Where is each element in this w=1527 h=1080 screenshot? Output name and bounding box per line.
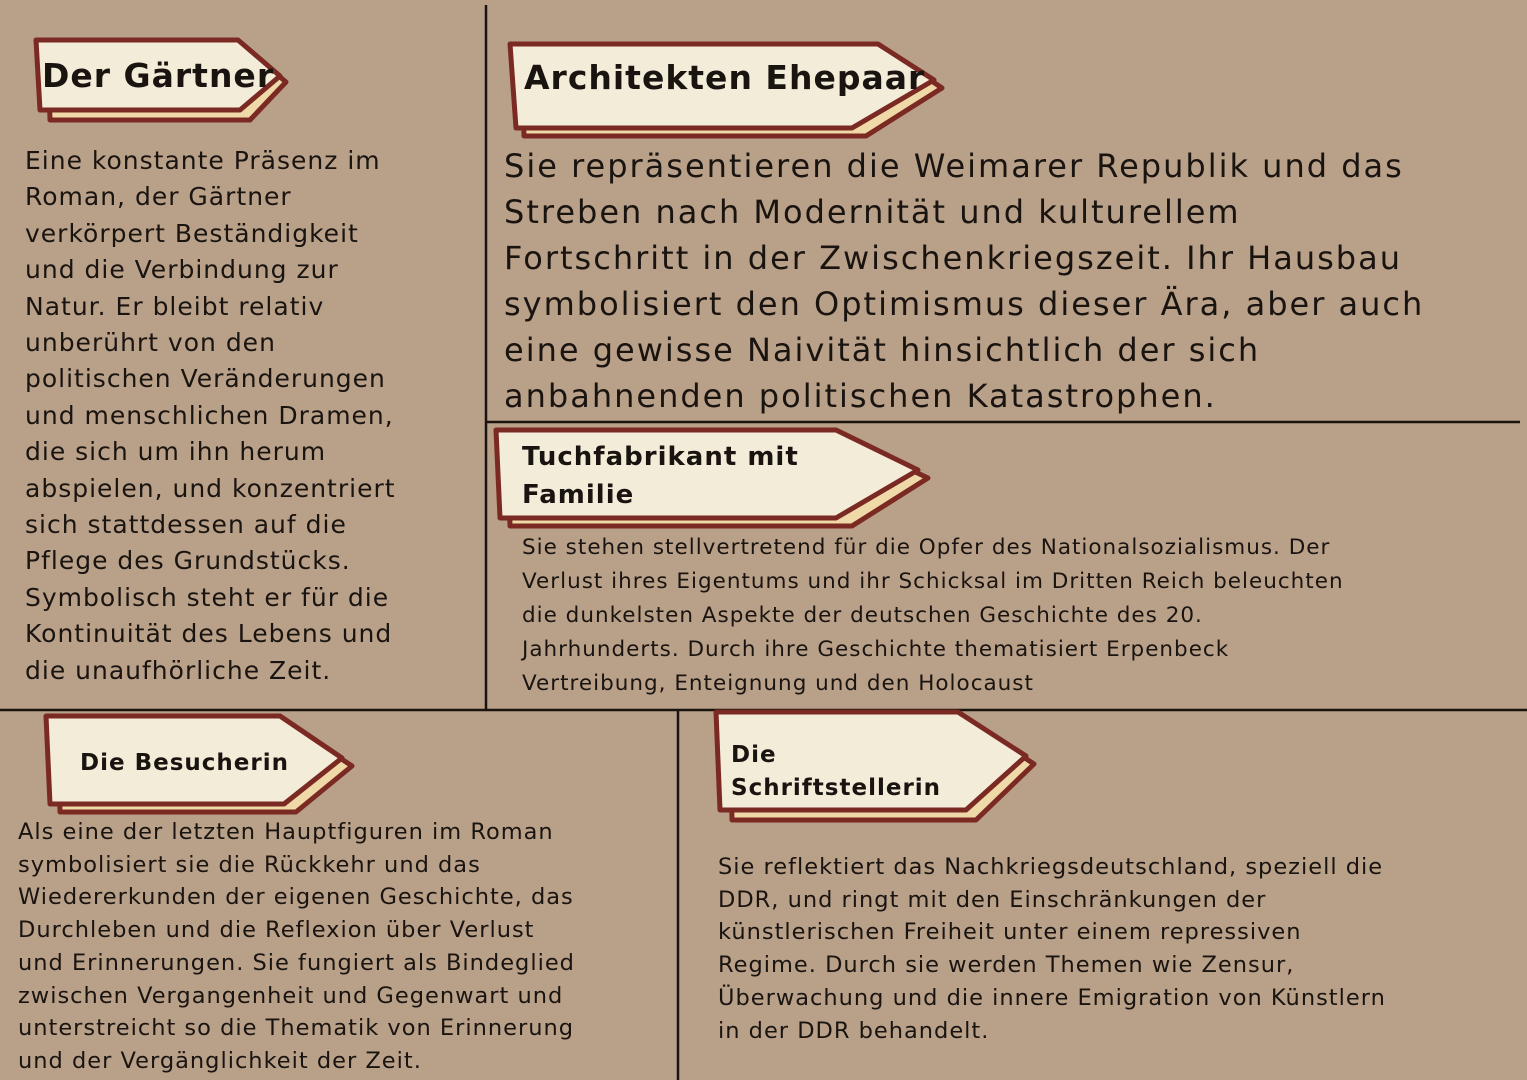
text-line: Tuchfabrikant mit: [522, 442, 799, 472]
text-line: anbahnenden politischen Katastrophen.: [504, 377, 1217, 415]
text-line: Kontinuität des Lebens und: [25, 619, 393, 649]
text-line: Streben nach Modernität und kulturellem: [504, 193, 1241, 231]
text-line: Schriftstellerin: [731, 775, 942, 801]
text-line: politischen Veränderungen: [25, 364, 386, 394]
text-line: Verlust ihres Eigentums und ihr Schicksal im Dritten Reich beleuchten: [522, 569, 1344, 594]
text-line: DDR, und ringt mit den Einschränkungen der: [718, 886, 1267, 913]
text-line: symbolisiert sie die Rückkehr und das: [18, 851, 481, 878]
gaertner-title: Der Gärtner: [42, 56, 275, 95]
text-line: sich stattdessen auf die: [25, 510, 347, 540]
text-line: Die: [731, 742, 777, 768]
text-line: Roman, der Gärtner: [25, 182, 292, 212]
text-line: Überwachung und die innere Emigration von Künstlern: [718, 984, 1386, 1011]
text-line: zwischen Vergangenheit und Gegenwart und: [18, 982, 564, 1009]
text-line: Durchleben und die Reflexion über Verlust: [18, 917, 535, 944]
text-line: Pflege des Grundstücks.: [25, 546, 351, 576]
text-line: Eine konstante Präsenz im: [25, 146, 381, 175]
text-line: künstlerischen Freiheit unter einem repressiven: [718, 919, 1302, 946]
text-line: symbolisiert den Optimismus dieser Ära, aber auch: [504, 285, 1425, 323]
text-line: eine gewisse Naivität hinsichtlich der sich: [504, 331, 1261, 369]
text-line: Sie repräsentieren die Weimarer Republik und das: [504, 147, 1404, 185]
besucherin-title: Die Besucherin: [80, 750, 289, 776]
text-line: in der DDR behandelt.: [718, 1017, 990, 1044]
text-line: und menschlichen Dramen,: [25, 400, 394, 430]
text-line: und Erinnerungen. Sie fungiert als Bindeglied: [18, 949, 575, 976]
gaertner-text: [25, 143, 396, 689]
text-line: Als eine der letzten Hauptfiguren im Roman: [18, 819, 554, 845]
text-line: unberührt von den: [25, 328, 276, 358]
text-line: Sie stehen stellvertretend für die Opfer des Nationalsozialismus. Der: [522, 535, 1331, 560]
text-line: und der Vergänglichkeit der Zeit.: [18, 1047, 422, 1074]
tuchfabrikant-text: [522, 531, 1344, 701]
text-line: die sich um ihn herum: [25, 437, 327, 467]
text-line: Regime. Durch sie werden Themen wie Zensur,: [718, 952, 1295, 979]
architekten-text: [504, 143, 1424, 419]
text-line: die dunkelsten Aspekte der deutschen Geschichte des 20.: [522, 603, 1203, 628]
text-line: abspielen, und konzentriert: [25, 473, 396, 503]
text-line: Jahrhunderts. Durch ihre Geschichte thematisiert Erpenbeck: [522, 637, 1230, 662]
architekten-title: Architekten Ehepaar: [524, 58, 926, 97]
text-line: Sie reflektiert das Nachkriegsdeutschland, speziell die: [718, 854, 1384, 880]
schriftstellerin-text: [718, 851, 1386, 1047]
text-line: Vertreibung, Enteignung und den Holocaust: [522, 671, 1034, 696]
text-line: Wiedererkunden der eigenen Geschichte, das: [18, 884, 574, 911]
text-line: und die Verbindung zur: [25, 255, 339, 285]
text-line: Natur. Er bleibt relativ: [25, 291, 325, 321]
text-line: verkörpert Beständigkeit: [25, 218, 359, 248]
text-line: unterstreicht so die Thematik von Erinnerung: [18, 1015, 575, 1042]
text-line: Symbolisch steht er für die: [25, 582, 390, 612]
text-line: Familie: [522, 480, 635, 510]
besucherin-text: [18, 816, 575, 1078]
schriftstellerin-title: [731, 739, 941, 805]
text-line: Fortschritt in der Zwischenkriegszeit. Ihr Hausbau: [504, 239, 1402, 277]
text-line: die unaufhörliche Zeit.: [25, 655, 332, 685]
tuchfabrikant-title: [522, 438, 799, 514]
